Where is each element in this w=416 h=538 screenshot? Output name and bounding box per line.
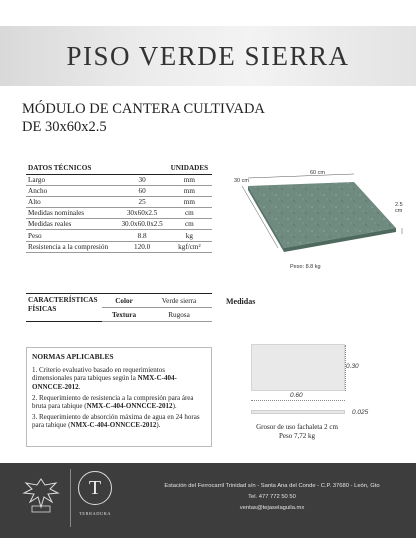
technical-data-table [26, 162, 212, 253]
tech-label: Resistencia a la compresión [26, 241, 117, 252]
char-value: Rugosa [146, 308, 212, 322]
terradura-logo-name: TERRADURA [78, 511, 111, 516]
product-subtitle [22, 100, 265, 136]
tech-label: Peso [26, 230, 117, 241]
slab-weight-label: Peso: 8.8 kg [290, 264, 321, 270]
tech-unit: cm [167, 219, 212, 230]
tech-unit: mm [167, 185, 212, 196]
table-row [26, 230, 212, 241]
norm-item: 2. Requerimiento de resistencia a la compresión para área bruta para tabique (NMX-C-404-ONNCCE-2012). [32, 393, 194, 411]
table-row [26, 219, 212, 230]
subtitle-line-1: MÓDULO DE CANTERA CULTIVADA [22, 101, 265, 117]
characteristics-heading: CARACTERÍSTICAS FÍSICAS [26, 294, 102, 322]
plan-width-line [251, 400, 345, 401]
char-key: Color [102, 294, 146, 308]
medidas-heading: Medidas [226, 297, 256, 306]
subtitle-line-2: DE 30x60x2.5 [22, 119, 107, 135]
footer [0, 463, 416, 538]
page-title: PISO VERDE SIERRA [66, 40, 350, 71]
slab-width-label: 60 cm [310, 170, 325, 176]
norms-box [26, 347, 212, 447]
tech-label: Largo [26, 174, 117, 185]
grosor-line-2: Peso 7,72 kg [279, 432, 315, 440]
footer-address: Estación del Ferrocarril Trinidad s/n - Santa Ana del Conde - C.P. 37680 - León, Gto [164, 483, 380, 489]
tech-label: Ancho [26, 185, 117, 196]
tech-value: 60 [117, 185, 166, 196]
tech-value: 25 [117, 196, 166, 207]
footer-email[interactable]: ventas@tejaselaguila.mx [239, 505, 305, 511]
table-row [26, 241, 212, 252]
tech-unit: mm [167, 174, 212, 185]
footer-contact [130, 481, 414, 514]
norm-item: 3. Requerimiento de absorción máxima de agua en 24 horas para tabique (NMX-C-404-ONNCCE-2012). [32, 413, 200, 430]
tech-label: Medidas nominales [26, 208, 117, 219]
tech-table-header [26, 162, 212, 174]
tech-value: 120.0 [117, 241, 166, 252]
slab-thickness-label: 2.5 cm [395, 202, 403, 214]
tech-header-label: DATOS TÉCNICOS [26, 162, 117, 174]
table-row [26, 196, 212, 207]
eagle-logo-icon [18, 475, 64, 515]
norm-item: 1. Criterio evaluativo basado en requerimientos dimensionales para tabiques según la NMX-C-404-ONNCCE-2012. [32, 366, 177, 391]
tech-header-units: UNIDADES [167, 162, 212, 174]
table-row [26, 208, 212, 219]
slab-figure [234, 168, 408, 278]
tech-label: Medidas reales [26, 219, 117, 230]
plan-width-label: 0.60 [290, 392, 303, 399]
tech-unit: kg [167, 230, 212, 241]
tech-value: 30 [117, 174, 166, 185]
side-thickness-label: 0.025 [352, 409, 369, 416]
table-row [26, 185, 212, 196]
table-row [26, 294, 212, 308]
tech-value: 30.0x60.0x2.5 [117, 219, 166, 230]
tech-value: 30x60x2.5 [117, 208, 166, 219]
tech-unit: mm [167, 196, 212, 207]
tech-value: 8.8 [117, 230, 166, 241]
plan-view-rect [251, 344, 345, 391]
terradura-logo: T [78, 471, 112, 505]
char-value: Verde sierra [146, 294, 212, 308]
footer-phone: Tel. 477 772 50 50 [248, 494, 296, 500]
tech-label: Alto [26, 196, 117, 207]
characteristics-table [26, 293, 212, 322]
char-key: Textura [102, 308, 146, 322]
footer-divider [70, 469, 71, 527]
width-dimension-line [248, 174, 354, 178]
tech-unit: kgf/cm² [167, 241, 212, 252]
tech-unit: cm [167, 208, 212, 219]
table-row [26, 174, 212, 185]
plan-height-label: 0.30 [346, 363, 359, 370]
slab-illustration [238, 168, 408, 278]
side-view-rect [251, 410, 345, 414]
grosor-line-1: Grosor de uso fachaleta 2 cm [256, 423, 338, 431]
norms-heading: NORMAS APLICABLES [32, 352, 114, 361]
title-band [0, 26, 416, 86]
tech-header-spacer [117, 162, 166, 174]
grosor-note [232, 423, 362, 441]
slab-height-label: 30 cm [234, 178, 249, 184]
